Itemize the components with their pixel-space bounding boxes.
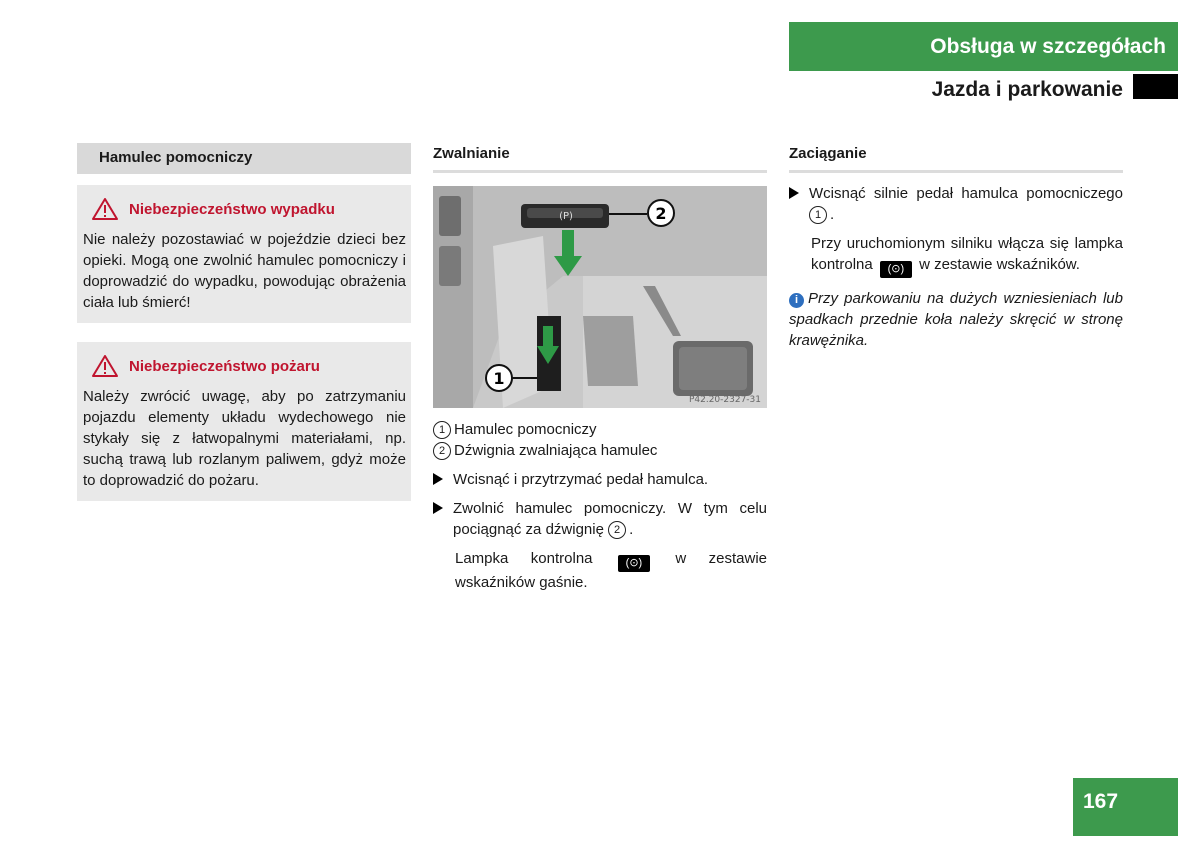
info-icon: i bbox=[789, 293, 804, 308]
info-note: i Przy parkowaniu na dużych wzniesieniach lub spadkach przednie koła należy skręcić w stronę krawężnika. bbox=[789, 290, 1123, 349]
step-note: Lampka kontrolna (⊙) w zestawie wskaźników gaśnie. bbox=[455, 550, 767, 591]
step-item: Wcisnąć i przytrzymać pedał hamulca. bbox=[433, 469, 767, 490]
number-circle-icon: 2 bbox=[433, 442, 451, 460]
left-column bbox=[77, 143, 411, 501]
warning-text: Należy zwrócić uwagę, aby po zatrzymaniu pojazdu elementy układu wydechowego nie stykały się z łatwopalnymi materiałami, np. suchą trawą lub rozlanym paliwem, gdyż może to doprowadzić do pożaru. bbox=[83, 388, 406, 489]
svg-text:(P): (P) bbox=[559, 211, 573, 222]
page-number: 167 bbox=[1073, 778, 1178, 836]
step-note: Przy uruchomionym silniku włącza się lampka kontrolna (⊙) w zestawie wskaźników. bbox=[811, 233, 1123, 278]
heading-parking-brake: Hamulec pomocniczy bbox=[77, 143, 411, 174]
arrow-bullet-icon bbox=[433, 502, 443, 514]
legend bbox=[433, 419, 767, 461]
legend-item: 2 Dźwignia zwalniająca hamulec bbox=[433, 440, 767, 461]
heading-release: Zwalnianie bbox=[433, 143, 767, 173]
arrow-bullet-icon bbox=[433, 473, 443, 485]
callout-1: 1 bbox=[493, 369, 505, 388]
step-item: Wcisnąć silnie pedał hamulca pomocniczego 1 . bbox=[789, 183, 1123, 225]
section-title: Obsługa w szczegółach bbox=[789, 22, 1178, 71]
image-code: P42.20-2327-31 bbox=[688, 395, 761, 405]
right-column bbox=[789, 143, 1123, 351]
warning-title: Niebezpieczeństwo pożaru bbox=[129, 357, 320, 375]
callout-2: 2 bbox=[655, 204, 667, 223]
middle-column bbox=[433, 143, 767, 593]
arrow-bullet-icon bbox=[789, 187, 799, 199]
number-circle-icon: 1 bbox=[433, 421, 451, 439]
warning-title: Niebezpieczeństwo wypadku bbox=[129, 200, 335, 218]
warning-box-accident bbox=[77, 185, 411, 323]
heading-apply: Zaciąganie bbox=[789, 143, 1123, 173]
thumb-index-marker bbox=[1133, 74, 1178, 99]
legend-item: 1 Hamulec pomocniczy bbox=[433, 419, 767, 440]
warning-text: Nie należy pozostawiać w pojeździe dzieci bez opieki. Mogą one zwolnić hamulec pomocniczy i doprowadzić do wypadku, powodując obrażenia ciała lub śmierć! bbox=[83, 231, 406, 311]
number-circle-icon: 1 bbox=[809, 206, 827, 224]
number-circle-icon: 2 bbox=[608, 521, 626, 539]
warning-triangle-icon bbox=[91, 354, 119, 378]
parking-brake-photo bbox=[433, 186, 767, 408]
warning-box-fire bbox=[77, 342, 411, 501]
brake-warning-lamp-icon: (⊙) bbox=[618, 555, 650, 572]
brake-warning-lamp-icon: (⊙) bbox=[880, 261, 912, 278]
subsection-title: Jazda i parkowanie bbox=[931, 78, 1123, 101]
step-item: Zwolnić hamulec pomocniczy. W tym celu pociągnąć za dźwignię 2 . bbox=[433, 498, 767, 540]
warning-triangle-icon bbox=[91, 197, 119, 221]
